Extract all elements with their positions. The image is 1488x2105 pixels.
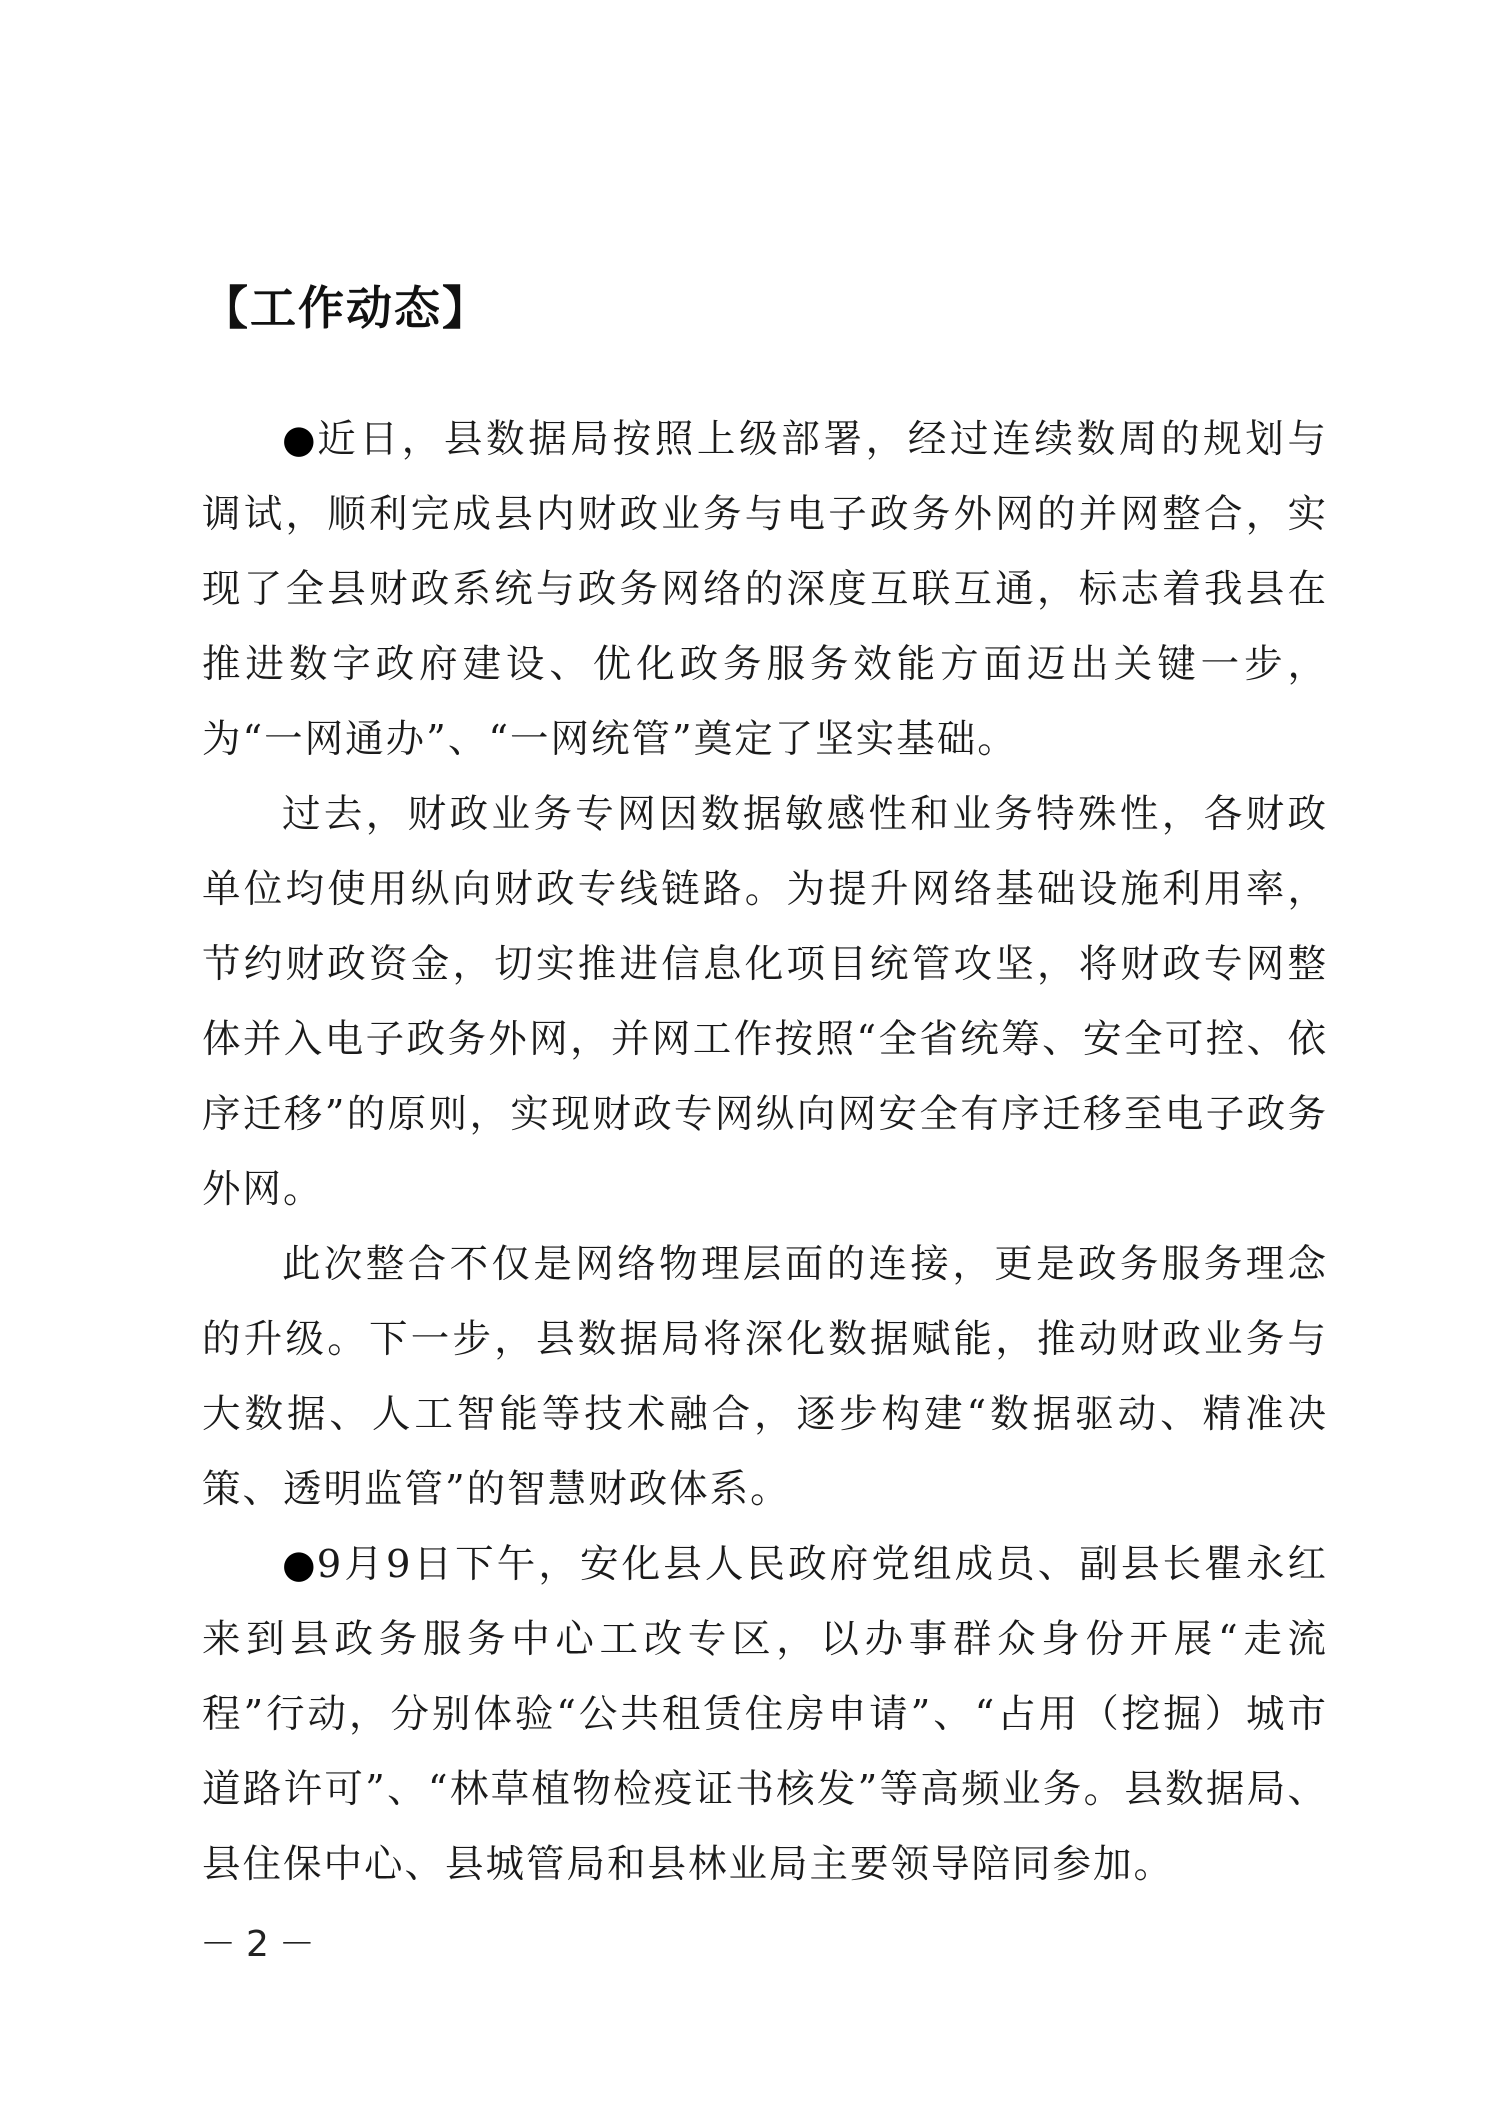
paragraph-text: 过去，财政业务专网因数据敏感性和业务特殊性，各财政单位均使用纵向财政专线链路。为提升网络基础设施利用率，节约财政资金，切实推进信息化项目统管攻坚，将财政专网整体并入电子政务外网，并网工作按照“全省统筹、安全可控、依序迁移”的原则，实现财政专网纵向网安全有序迁移至电子政务外网。 <box>202 792 1328 1212</box>
paragraph-text: 近日，县数据局按照上级部署，经过连续数周的规划与调试，顺利完成县内财政业务与电子政务外网的并网整合，实现了全县财政系统与政务网络的深度互联互通，标志着我县在推进数字政府建设、优化政务服务效能方面迈出关键一步，为“一网通办”、“一网统管”奠定了坚实基础。 <box>202 417 1328 762</box>
paragraph-news-2 <box>202 1527 1328 1902</box>
bullet-icon: ● <box>282 417 318 462</box>
section-heading: 【工作动态】 <box>202 281 490 335</box>
paragraph-text: 此次整合不仅是网络物理层面的连接，更是政务服务理念的升级。下一步，县数据局将深化数据赋能，推动财政业务与大数据、人工智能等技术融合，逐步构建“数据驱动、精准决策、透明监管”的智慧财政体系。 <box>202 1242 1328 1512</box>
paragraph-next-steps <box>202 1227 1328 1527</box>
article-body <box>202 402 1328 1902</box>
bullet-icon: ● <box>282 1542 317 1587</box>
page-number: －2－ <box>200 1924 325 1965</box>
paragraph-background <box>202 777 1328 1227</box>
paragraph-text: 9月9日下午，安化县人民政府党组成员、副县长瞿永红来到县政务服务中心工改专区，以办事群众身份开展“走流程”行动，分别体验“公共租赁住房申请”、“占用（挖掘）城市道路许可”、“林草植物检疫证书核发”等高频业务。县数据局、县住保中心、县城管局和县林业局主要领导陪同参加。 <box>202 1542 1329 1887</box>
paragraph-news-1 <box>202 402 1328 777</box>
